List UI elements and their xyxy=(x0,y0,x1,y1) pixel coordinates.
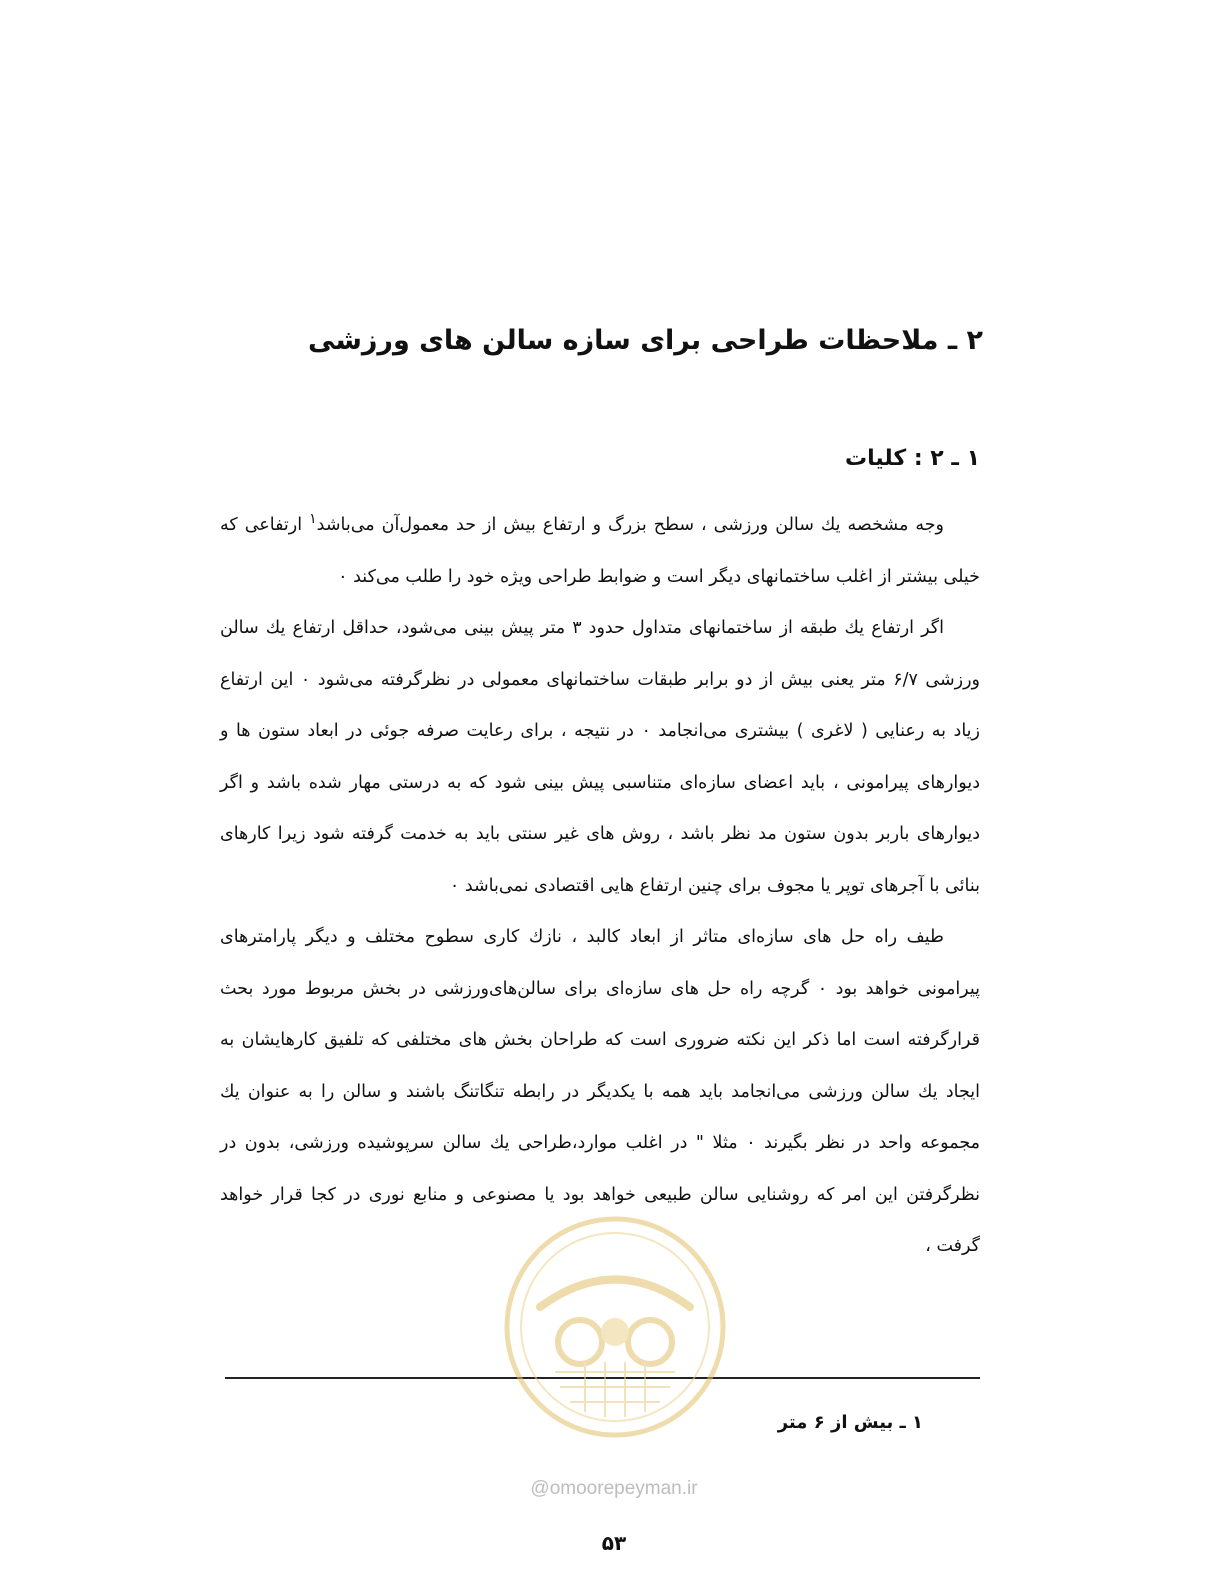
watermark-seal-icon xyxy=(500,1212,730,1442)
chapter-title: ۲ ـ ملاحظات طراحی برای سازه سالن های ورزشی xyxy=(308,325,983,356)
paragraph-2: اگر ارتفاع یك طبقه از ساختمانهای متداول حدود ۳ متر پیش بینی می‌شود، حداقل ارتفاع یك سالن ورزشی ۶/۷ متر یعنی بیش از دو برابر طبقات ساختمانهای معمولی در نظرگرفته می‌شود ٠ این ارتفاع زیاد به رعنایی ( لاغری ) بیشتری می‌انجامد ٠ در نتیجه ، برای رعایت صرفه جوئی در ابعاد ستون ها و دیوارهای پیرامونی ، باید اعضای سازه‌ای متناسبی پیش بینی شود که به درستی مهار شده باشد و اگر دیوارهای باربر بدون ستون مد نظر باشد ، روش های غیر سنتی باید به خدمت گرفته شود زیرا کارهای بنائی با آجرهای توپر یا مجوف برای چنین ارتفاع هایی اقتصادی نمی‌باشد ٠ xyxy=(220,618,980,896)
footnote-marker: ۱ xyxy=(309,511,317,528)
paragraph-1 xyxy=(220,500,980,603)
paragraph-1-part-2: ارتفاعی که خیلی بیشتر از اغلب ساختمانهای دیگر است و ضوابط طراحی ویژه خود را طلب می‌کند ٠ xyxy=(220,515,980,587)
watermark-url: @omoorepeyman.ir xyxy=(530,1478,698,1499)
paragraph-1-part-1: وجه مشخصه یك سالن ورزشی ، سطح بزرگ و ارتفاع بیش از حد معمول‌آن می‌باشد xyxy=(316,515,944,535)
section-heading: ۱ ـ ۲ : کلیات xyxy=(845,446,980,471)
body-text xyxy=(220,500,980,1273)
footnote: ۱ ـ بیش از ۶ متر xyxy=(777,1412,923,1433)
page-number: ۵۳ xyxy=(601,1531,627,1555)
paragraph-3: طیف راه حل های سازه‌ای متاثر از ابعاد کالبد ، نازك کاری سطوح مختلف و دیگر پارامترهای پیرامونی خواهد بود ٠ گرچه راه حل های سازه‌ای برای سالن‌های‌ورزشی در بخش مربوط مورد بحث قرارگرفته است اما ذکر این نکته ضروری است که طراحان بخش های مختلفی که تلفیق کارهایشان به ایجاد یك سالن ورزشی می‌انجامد باید همه با یکدیگر در رابطه تنگاتنگ باشند و سالن را به عنوان یك مجموعه واحد در نظر بگیرند ٠ مثلا " در اغلب موارد،طراحی یك سالن سرپوشیده ورزشی، بدون در نظرگرفتن این امر که روشنایی سالن طبیعی خواهد بود یا مصنوعی و منابع نوری در کجا قرار خواهد گرفت ، xyxy=(220,927,981,1256)
